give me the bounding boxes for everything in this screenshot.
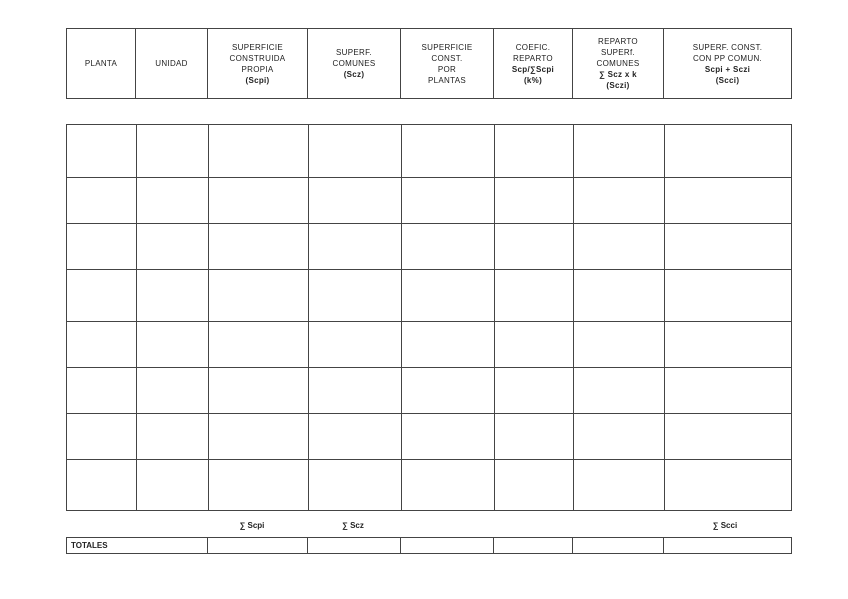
header-line: SUPERF. CONST.	[692, 42, 763, 52]
header-line: SUPERFICIE	[231, 42, 283, 52]
grid-column-divider	[573, 125, 574, 510]
header-line: REPARTO	[598, 37, 638, 46]
header-line: SUPERf.	[600, 48, 636, 57]
col-header-planta	[67, 29, 136, 98]
grid-row-divider	[67, 177, 791, 178]
header-line-bold: Scp/∑Scpi	[511, 64, 555, 74]
header-line: COEFIC.	[515, 42, 551, 52]
col-header-unidad	[136, 29, 208, 98]
header-line-bold: (Scpi)	[245, 75, 270, 85]
totals-cell-scci	[664, 538, 791, 553]
totals-row	[66, 537, 792, 554]
data-grid	[66, 124, 792, 511]
grid-column-divider	[664, 125, 665, 510]
sum-scz-label: ∑ Scz	[342, 521, 364, 530]
totals-cell-plantas	[401, 538, 494, 553]
header-line: CONSTRUIDA	[229, 53, 286, 63]
header-line-bold: (Scci)	[715, 75, 740, 85]
header-line-bold: Scpi + Sczi	[704, 64, 751, 74]
totals-cell-scpi	[208, 538, 308, 553]
header-line: COMUNES	[596, 59, 640, 68]
header-line: SUPERF.	[336, 48, 372, 57]
header-line: PROPIA	[241, 64, 274, 74]
grid-row-divider	[67, 459, 791, 460]
grid-row-divider	[67, 413, 791, 414]
grid-row-divider	[67, 367, 791, 368]
sum-scci-label: ∑ Scci	[712, 521, 738, 530]
header-line: SUPERFICIE	[421, 42, 473, 52]
col-header-superf-comunes	[308, 29, 401, 98]
grid-column-divider	[136, 125, 137, 510]
sum-scpi-label: ∑ Scpi	[239, 521, 265, 530]
header-line: POR	[437, 64, 457, 74]
header-line: PLANTA	[84, 59, 118, 68]
header-line: CONST.	[431, 53, 463, 63]
header-line-bold: (k%)	[523, 75, 543, 85]
grid-column-divider	[401, 125, 402, 510]
header-line: REPARTO	[513, 53, 553, 63]
grid-column-divider	[208, 125, 209, 510]
totals-label: TOTALES	[67, 538, 208, 553]
col-header-coefic-reparto	[494, 29, 573, 98]
header-line-bold: (Sczi)	[606, 81, 630, 90]
totals-cell-sczi	[573, 538, 664, 553]
grid-row-divider	[67, 223, 791, 224]
grid-column-divider	[308, 125, 309, 510]
header-line-bold: ∑ Scz x k	[599, 70, 637, 79]
col-header-reparto-superf-comunes	[573, 29, 664, 98]
header-line: COMUNES	[332, 59, 376, 68]
totals-cell-scz	[308, 538, 401, 553]
header-line: UNIDAD	[155, 59, 188, 68]
header-line: CON PP COMUN.	[692, 53, 763, 63]
grid-row-divider	[67, 269, 791, 270]
header-table	[66, 28, 792, 99]
totals-cell-coefic	[494, 538, 573, 553]
col-header-superficie-const-por-plantas	[401, 29, 494, 98]
col-header-superficie-construida-propia	[208, 29, 308, 98]
col-header-superf-const-con-pp-comun	[664, 29, 791, 98]
header-line-bold: (Scz)	[343, 70, 365, 79]
grid-row-divider	[67, 321, 791, 322]
grid-column-divider	[494, 125, 495, 510]
header-line: PLANTAS	[428, 75, 466, 85]
